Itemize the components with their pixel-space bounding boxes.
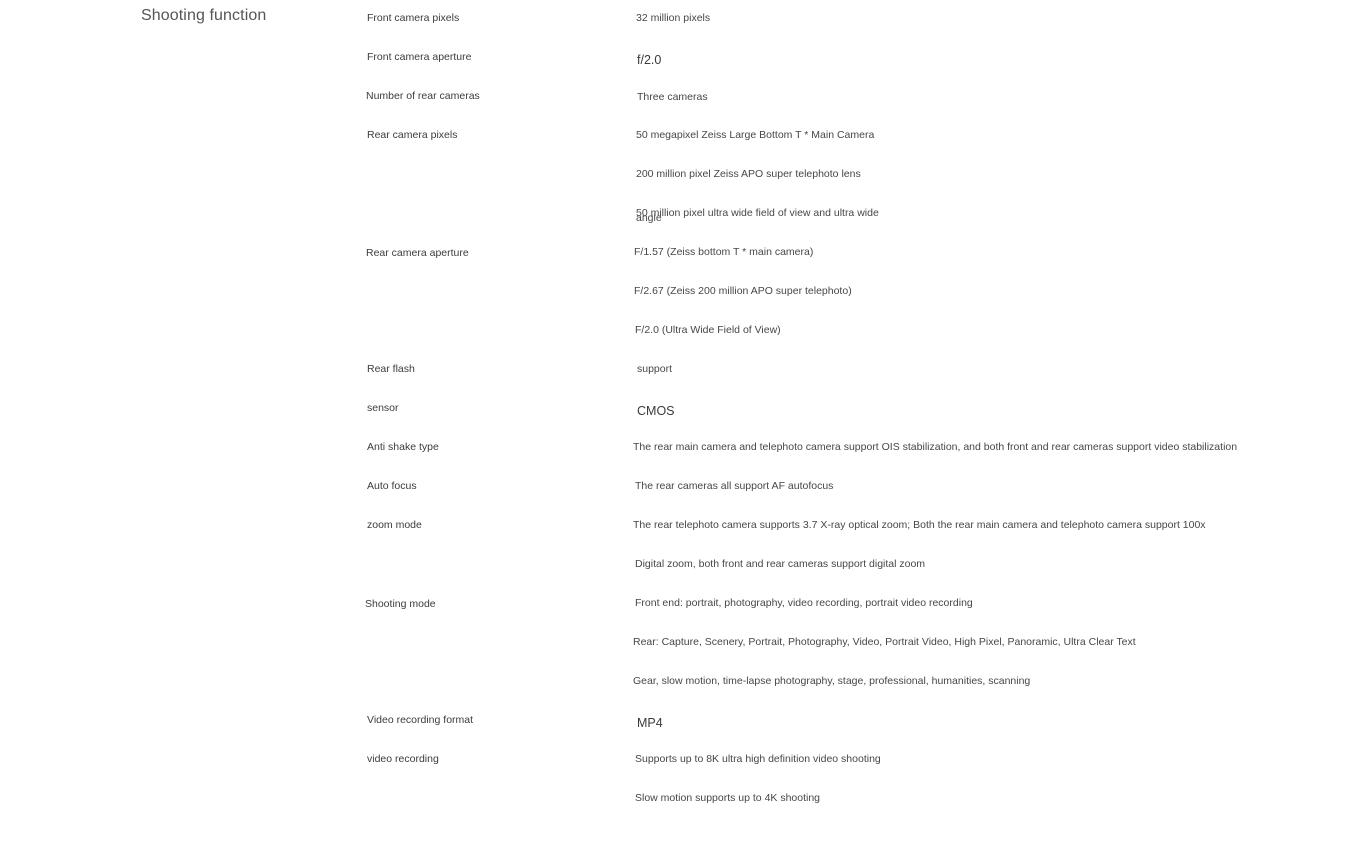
label-rear-flash: Rear flash <box>367 363 415 375</box>
value-rear-camera-pixels-1: 50 megapixel Zeiss Large Bottom T * Main Camera <box>636 129 875 141</box>
value-zoom-mode-2: Digital zoom, both front and rear cameras support digital zoom <box>635 558 926 570</box>
value-sensor: CMOS <box>637 404 675 418</box>
label-anti-shake-type: Anti shake type <box>367 441 439 453</box>
label-front-camera-pixels: Front camera pixels <box>367 12 460 24</box>
label-rear-camera-aperture: Rear camera aperture <box>366 247 469 259</box>
value-shooting-mode-3: Gear, slow motion, time-lapse photography, stage, professional, humanities, scanning <box>633 675 1031 687</box>
label-rear-camera-pixels: Rear camera pixels <box>367 129 458 141</box>
value-rear-camera-pixels-3: 50 million pixel ultra wide field of view and ultra wide angle <box>636 207 879 224</box>
value-anti-shake-type: The rear main camera and telephoto camera support OIS stabilization, and both front and rear cameras support video stabilization <box>633 441 1238 453</box>
value-front-camera-aperture: f/2.0 <box>637 53 662 67</box>
value-shooting-mode-1: Front end: portrait, photography, video recording, portrait video recording <box>635 597 973 609</box>
label-front-camera-aperture: Front camera aperture <box>367 51 472 63</box>
value-rear-camera-aperture-3: F/2.0 (Ultra Wide Field of View) <box>635 324 781 336</box>
label-zoom-mode: zoom mode <box>367 519 422 531</box>
label-auto-focus: Auto focus <box>367 480 417 492</box>
value-video-recording-2: Slow motion supports up to 4K shooting <box>635 792 821 804</box>
label-sensor: sensor <box>367 402 399 414</box>
label-number-of-rear-cameras: Number of rear cameras <box>366 90 480 102</box>
value-shooting-mode-2: Rear: Capture, Scenery, Portrait, Photography, Video, Portrait Video, High Pixel, Panoramic, Ultra Clear Text <box>633 636 1136 648</box>
value-rear-camera-pixels-2: 200 million pixel Zeiss APO super telephoto lens <box>636 168 861 180</box>
label-video-recording-format: Video recording format <box>367 714 474 726</box>
value-video-recording-1: Supports up to 8K ultra high definition video shooting <box>635 753 881 765</box>
value-auto-focus: The rear cameras all support AF autofocus <box>635 480 834 492</box>
value-number-of-rear-cameras: Three cameras <box>637 91 708 103</box>
value-rear-camera-aperture-1: F/1.57 (Zeiss bottom T * main camera) <box>634 246 814 258</box>
label-video-recording: video recording <box>367 753 439 765</box>
value-video-recording-format: MP4 <box>637 716 663 730</box>
value-rear-flash: support <box>637 363 673 375</box>
section-title: Shooting function <box>141 7 267 24</box>
value-rear-camera-aperture-2: F/2.67 (Zeiss 200 million APO super telephoto) <box>634 285 852 297</box>
label-shooting-mode: Shooting mode <box>365 598 436 610</box>
value-front-camera-pixels: 32 million pixels <box>636 12 711 24</box>
value-zoom-mode-1: The rear telephoto camera supports 3.7 X-ray optical zoom; Both the rear main camera and telephoto camera support 100x <box>633 519 1206 531</box>
